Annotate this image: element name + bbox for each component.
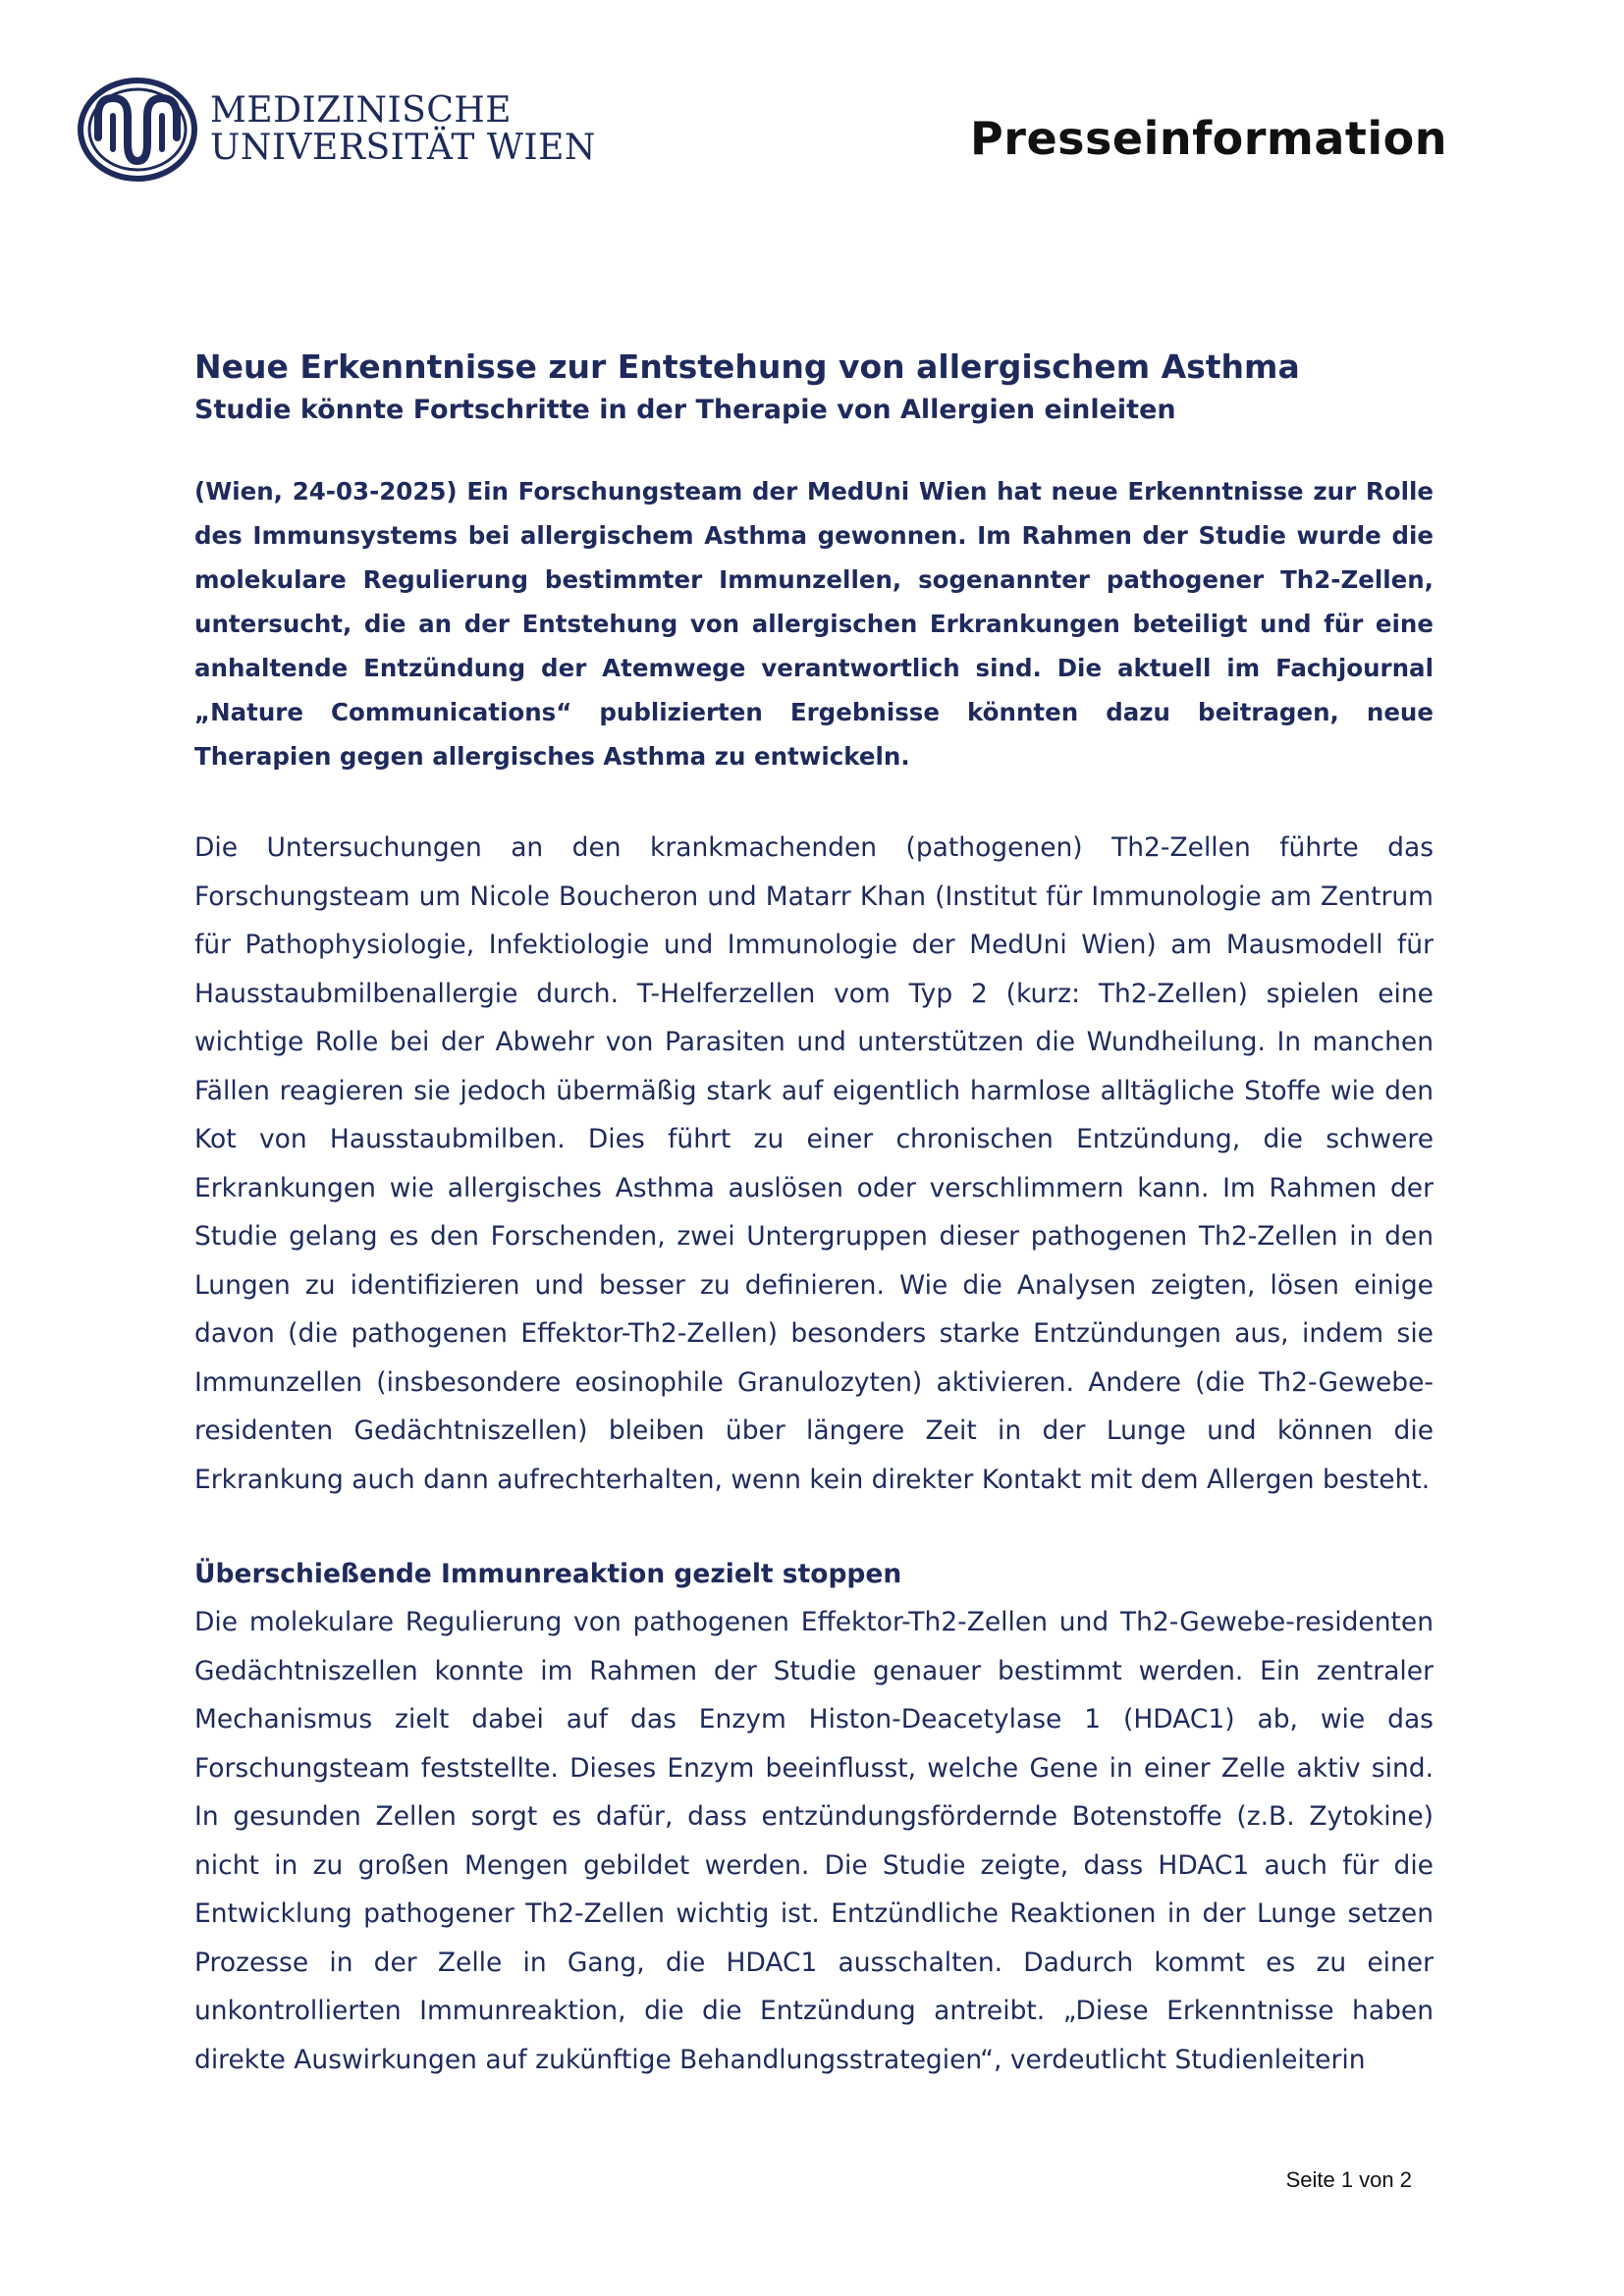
logo-line-1: MEDIZINISCHE: [210, 90, 513, 131]
page-number: Seite 1 von 2: [1285, 2167, 1412, 2192]
body-paragraph-1: Die Untersuchungen an den krankmachenden (pathogenen) Th2-Zellen führte das Forschungsteam um Nicole Boucheron und Matarr Khan (Institut für Immunologie am Zentrum für Pathophysiologie, Infektiologie und Immunologie der MedUni Wien) am Mausmodell für Hausstaubmilbenallergie durch. T-Helferzellen vom Typ 2 (kurz: Th2-Zellen) spielen eine wichtige Rolle bei der Abwehr von Parasiten und unterstützen die Wundheilung. In manchen Fällen reagieren sie jedoch übermäßig stark auf eigentlich harmlose alltägliche Stoffe wie den Kot von Hausstaubmilben. Dies führt zu einer chronischen Entzündung, die schwere Erkrankungen wie allergisches Asthma auslösen oder verschlimmern kann. Im Rahmen der Studie gelang es den Forschenden, zwei Untergruppen dieser pathogenen Th2-Zellen in den Lungen zu identifizieren und besser zu definieren. Wie die Analysen zeigten, lösen einige davon (die pathogenen Effektor-Th2-Zellen) besonders starke Entzündungen aus, indem sie Immunzellen (insbesondere eosinophile Granulozyten) aktivieren. Andere (die Th2-Gewebe-residenten Gedächtniszellen) bleiben über längere Zeit in der Lunge und können die Erkrankung auch dann aufrechterhalten, wenn kein direkter Kontakt mit dem Allergen besteht.: [194, 832, 1434, 1495]
article-title: Neue Erkenntnisse zur Entstehung von allergischem Asthma: [194, 347, 1300, 386]
logo-line-2: UNIVERSITÄT WIEN: [210, 128, 596, 168]
logo-wordmark: [210, 92, 596, 167]
article-subtitle: Studie könnte Fortschritte in der Therapie von Allergien einleiten: [194, 395, 1176, 425]
section-heading: Überschießende Immunreaktion gezielt stoppen: [194, 1559, 902, 1589]
lead-paragraph: (Wien, 24-03-2025) Ein Forschungsteam der MedUni Wien hat neue Erkenntnisse zur Rolle des Immunsystems bei allergischem Asthma gewonnen. Im Rahmen der Studie wurde die molekulare Regulierung bestimmter Immunzellen, sogenannter pathogener Th2-Zellen, untersucht, die an der Entstehung von allergischen Erkrankungen beteiligt und für eine anhaltende Entzündung der Atemwege verantwortlich sind. Die aktuell im Fachjournal „Nature Communications“ publizierten Ergebnisse könnten dazu beitragen, neue Therapien gegen allergisches Asthma zu entwickeln.: [194, 477, 1434, 771]
body-paragraph-2: Die molekulare Regulierung von pathogenen Effektor-Th2-Zellen und Th2-Gewebe-residenten Gedächtniszellen konnte im Rahmen der Studie genauer bestimmt werden. Ein zentraler Mechanismus zielt dabei auf das Enzym Histon-Deacetylase 1 (HDAC1) ab, wie das Forschungsteam feststellte. Dieses Enzym beeinflusst, welche Gene in einer Zelle aktiv sind. In gesunden Zellen sorgt es dafür, dass entzündungsfördernde Botenstoffe (z.B. Zytokine) nicht in zu großen Mengen gebildet werden. Die Studie zeigte, dass HDAC1 auch für die Entwicklung pathogener Th2-Zellen wichtig ist. Entzündliche Reaktionen in der Lunge setzen Prozesse in der Zelle in Gang, die HDAC1 ausschalten. Dadurch kommt es zu einer unkontrollierten Immunreaktion, die die Entzündung antreibt. „Diese Erkenntnisse haben direkte Auswirkungen auf zukünftige Behandlungsstrategien“, verdeutlicht Studienleiterin: [194, 1607, 1434, 2075]
logo: [77, 77, 596, 183]
article: [194, 344, 1434, 2084]
meduni-wien-logo-icon: [77, 77, 198, 183]
document-type-label: Presseinformation: [970, 112, 1447, 165]
